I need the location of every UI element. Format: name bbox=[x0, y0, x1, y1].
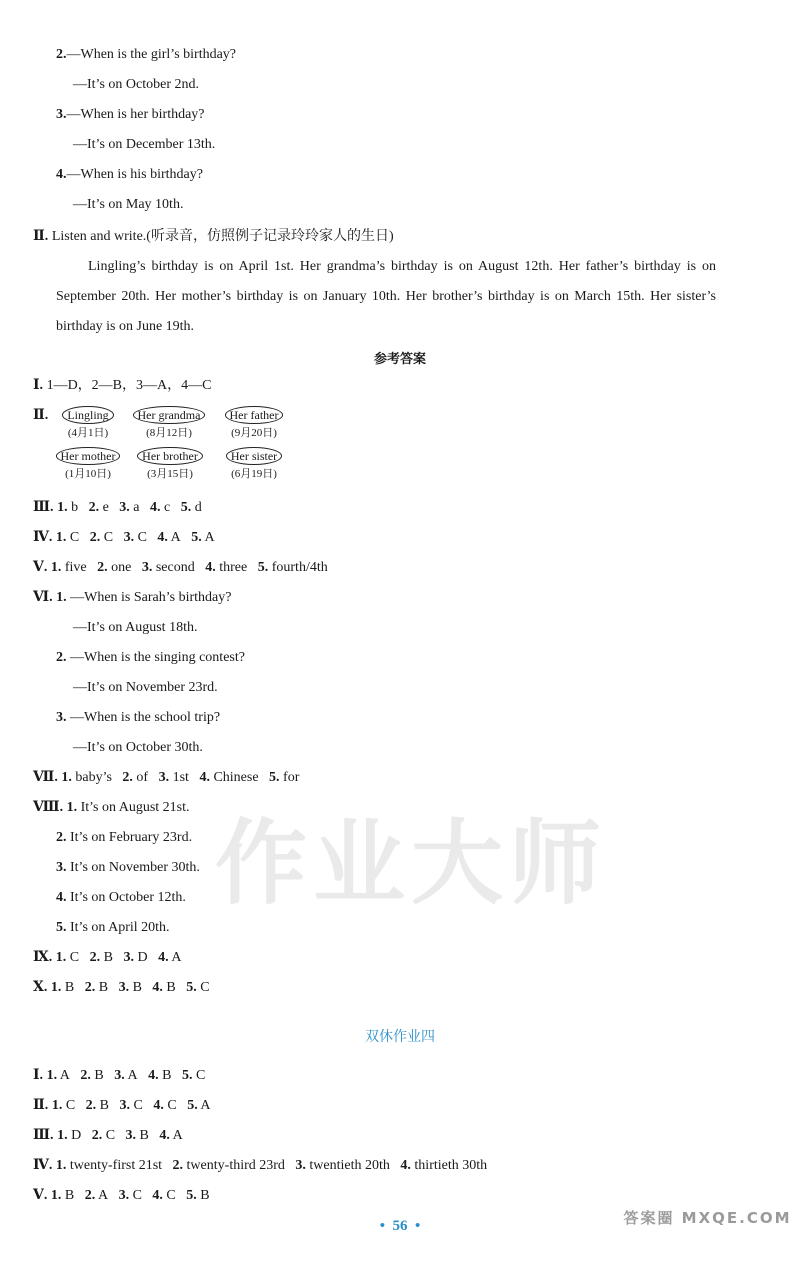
ak-eight-item-3: 3. It’s on November 30th. bbox=[56, 860, 200, 875]
ak-six-a2: —It’s on November 23rd. bbox=[73, 680, 218, 695]
ak-ten-line: Ⅹ. 1. B 2. B 3. B 4. B 5. C bbox=[33, 980, 210, 995]
ak-nine-line: Ⅸ. 1. C 2. B 3. D 4. A bbox=[33, 950, 182, 965]
ak-six-q1: Ⅵ. 1. —When is Sarah’s birthday? bbox=[33, 590, 232, 605]
corner-watermark-logo bbox=[620, 1198, 795, 1282]
wk-three-line: Ⅲ. 1. D 2. C 3. B 4. A bbox=[33, 1128, 183, 1143]
ak-three-line: Ⅲ. 1. b 2. e 3. a 4. c 5. d bbox=[33, 500, 202, 515]
ak-eight-item-2: 2. It’s on February 23rd. bbox=[56, 830, 193, 845]
ak-one-line: Ⅰ. 1—D，2—B，3—A，4—C bbox=[33, 378, 212, 393]
dialogue-2-answer: —It’s on October 2nd. bbox=[73, 77, 199, 92]
oval-her-sister: Her sister (6月19日) bbox=[219, 447, 289, 482]
wk-two-line: Ⅱ. 1. C 2. B 3. C 4. C 5. A bbox=[33, 1098, 211, 1113]
wk-five-line: Ⅴ. 1. B 2. A 3. C 4. C 5. B bbox=[33, 1188, 210, 1203]
ak-four-line: Ⅳ. 1. C 2. C 3. C 4. A 5. A bbox=[33, 530, 215, 545]
bullet-right: • bbox=[407, 1218, 421, 1234]
ak-eight-item-4: 4. It’s on October 12th. bbox=[56, 890, 186, 905]
oval-her-brother: Her brother (3月15日) bbox=[131, 447, 209, 482]
page-number: • 56 • bbox=[379, 1218, 421, 1234]
dialogue-2-question: 2.—When is the girl’s birthday? bbox=[56, 47, 237, 62]
bullet-left: • bbox=[379, 1218, 393, 1234]
ak-six-q2: 2. —When is the singing contest? bbox=[56, 650, 245, 665]
dialogue-3-answer: —It’s on December 13th. bbox=[73, 137, 216, 152]
dialogue-4-answer: —It’s on May 10th. bbox=[73, 197, 184, 212]
ak-eight-item-1: Ⅷ. 1. It’s on August 21st. bbox=[33, 800, 190, 815]
section-two-paragraph: Lingling’s birthday is on April 1st. Her grandma’s birthday is on August 12th. Her father’s birthday is on September 20th. Her mother’s birthday is on January 10th. Her brother’s birthday is on March 15th. Her sister’s birthday is on June 19th. bbox=[56, 259, 716, 334]
section-two-title: Ⅱ. Listen and write.(听录音，仿照例子记录玲玲家人的生日) bbox=[33, 229, 394, 244]
dialogue-3-question: 3.—When is her birthday? bbox=[56, 107, 205, 122]
oval-her-father: Her father (9月20日) bbox=[219, 406, 289, 441]
ak-six-q3: 3. —When is the school trip? bbox=[56, 710, 221, 725]
oval-her-grandma: Her grandma (8月12日) bbox=[125, 406, 213, 441]
dialogue-4-question: 4.—When is his birthday? bbox=[56, 167, 203, 182]
ak-seven-line: Ⅶ. 1. baby’s 2. of 3. 1st 4. Chinese 5. for bbox=[33, 770, 300, 785]
oval-lingling: Lingling (4月1日) bbox=[53, 406, 123, 441]
wk-four-line: Ⅳ. 1. twenty-first 21st 2. twenty-third 23rd 3. twentieth 20th 4. thirtieth 30th bbox=[33, 1158, 488, 1173]
watermark-logo-text: 答案圈 MXQE.COM bbox=[623, 1209, 792, 1227]
ak-eight-item-5: 5. It’s on April 20th. bbox=[56, 920, 170, 935]
ak-six-a1: —It’s on August 18th. bbox=[73, 620, 198, 635]
ak-six-a3: —It’s on October 30th. bbox=[73, 740, 203, 755]
weekend-homework-heading: 双休作业四 bbox=[365, 1029, 435, 1045]
wk-one-line: Ⅰ. 1. A 2. B 3. A 4. B 5. C bbox=[33, 1068, 206, 1083]
ak-five-line: Ⅴ. 1. five 2. one 3. second 4. three 5. fourth/4th bbox=[33, 560, 328, 575]
answer-key-heading: 参考答案 bbox=[373, 352, 426, 367]
ak-two-marker: Ⅱ. bbox=[33, 408, 49, 423]
oval-her-mother: Her mother (1月10日) bbox=[53, 447, 123, 482]
background-watermark: 作业大师 bbox=[215, 810, 608, 917]
